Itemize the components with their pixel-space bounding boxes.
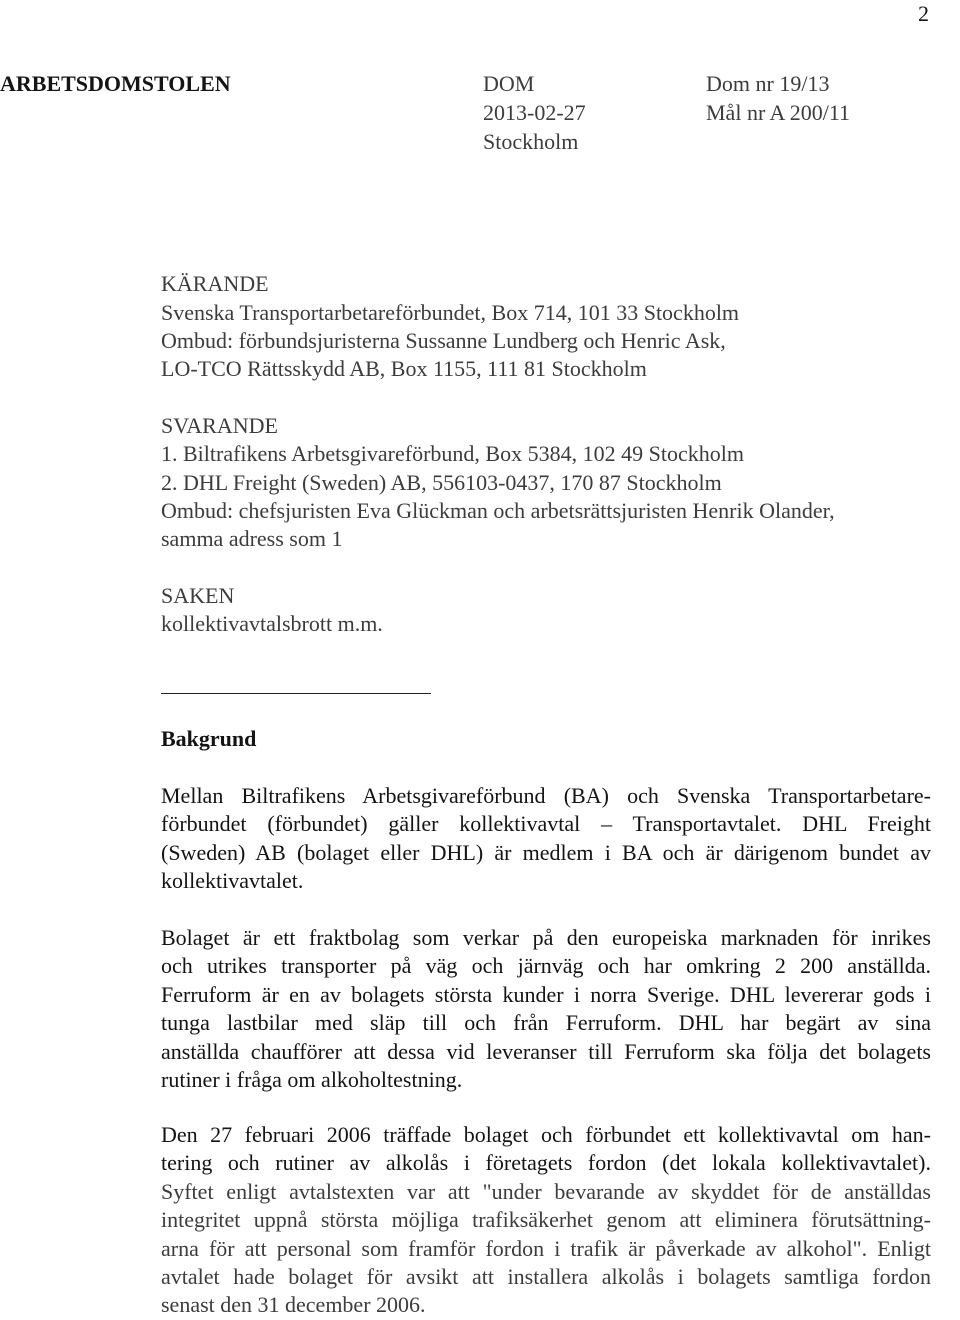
paragraph-line: Bolaget är ett fraktbolag som verkar på den europeiska marknaden för inrikes bbox=[161, 925, 931, 950]
court-name: ARBETSDOMSTOLEN bbox=[0, 71, 231, 96]
karande-line: LO-TCO Rättsskydd AB, Box 1155, 111 81 Stockholm bbox=[161, 356, 647, 381]
section-heading: Bakgrund bbox=[161, 726, 257, 751]
paragraph-line: (Sweden) AB (bolaget eller DHL) är medlem i BA och är därigenom bundet av bbox=[161, 839, 931, 865]
paragraph bbox=[161, 1121, 931, 1320]
paragraph bbox=[161, 782, 931, 896]
paragraph-line: Ferruform är en av bolagets största kunder i norra Sverige. DHL levererar gods i bbox=[161, 981, 931, 1007]
paragraph bbox=[161, 924, 931, 1094]
document-date: 2013-02-27 bbox=[483, 100, 586, 125]
svarande-line: samma adress som 1 bbox=[161, 526, 343, 551]
document-type: DOM bbox=[483, 71, 535, 96]
document-place: Stockholm bbox=[483, 129, 579, 154]
paragraph-line: kollektivavtalet. bbox=[161, 868, 304, 894]
paragraph-line: och utrikes transporter på väg och järnväg och har omkring 2 200 anställda. bbox=[161, 953, 931, 979]
paragraph-line: avtalet hade bolaget för avsikt att installera alkolås i bolagets samtliga fordon bbox=[161, 1264, 931, 1290]
case-number: Mål nr A 200/11 bbox=[706, 100, 851, 125]
svarande-heading: SVARANDE bbox=[161, 413, 278, 438]
paragraph-line: Syftet enligt avtalstexten var att "under bevarande av skyddet för de anställdas bbox=[161, 1178, 931, 1204]
paragraph-line: tunga lastbilar med släp till och från Ferruform. DHL har begärt av sina bbox=[161, 1010, 931, 1036]
paragraph-line: senast den 31 december 2006. bbox=[161, 1292, 426, 1318]
svarande-line: Ombud: chefsjuristen Eva Glückman och arbetsrättsjuristen Henrik Olander, bbox=[161, 498, 835, 523]
karande-line: Svenska Transportarbetareförbundet, Box 714, 101 33 Stockholm bbox=[161, 300, 740, 325]
karande-heading: KÄRANDE bbox=[161, 271, 269, 296]
saken-text: kollektivavtalsbrott m.m. bbox=[161, 611, 383, 636]
judgment-number: Dom nr 19/13 bbox=[706, 71, 830, 96]
svarande-line: 2. DHL Freight (Sweden) AB, 556103-0437, 170 87 Stockholm bbox=[161, 470, 722, 495]
paragraph-line: rutiner i fråga om alkoholtestning. bbox=[161, 1067, 463, 1093]
saken-heading: SAKEN bbox=[161, 583, 235, 608]
paragraph-line: Mellan Biltrafikens Arbetsgivareförbund (BA) och Svenska Transportarbetare- bbox=[161, 783, 931, 808]
paragraph-line: förbundet (förbundet) gäller kollektivavtal – Transportavtalet. DHL Freight bbox=[161, 811, 931, 837]
paragraph-line: tering och rutiner av alkolås i företagets fordon (det lokala kollektivavtalet). bbox=[161, 1150, 931, 1176]
paragraph-line: arna för att personal som framför fordon i trafik är påverkade av alkohol". Enligt bbox=[161, 1235, 931, 1261]
paragraph-line: integritet uppnå största möjliga trafiksäkerhet genom att eliminera förutsättning- bbox=[161, 1207, 931, 1233]
section-divider bbox=[161, 693, 431, 694]
karande-line: Ombud: förbundsjuristerna Sussanne Lundberg och Henric Ask, bbox=[161, 328, 726, 353]
paragraph-line: Den 27 februari 2006 träffade bolaget och förbundet ett kollektivavtal om han- bbox=[161, 1122, 931, 1147]
paragraph-line: anställda chaufförer att dessa vid leveranser till Ferruform ska följa det bolagets bbox=[161, 1038, 931, 1064]
page-number: 2 bbox=[918, 1, 929, 26]
svarande-line: 1. Biltrafikens Arbetsgivareförbund, Box 5384, 102 49 Stockholm bbox=[161, 441, 744, 466]
